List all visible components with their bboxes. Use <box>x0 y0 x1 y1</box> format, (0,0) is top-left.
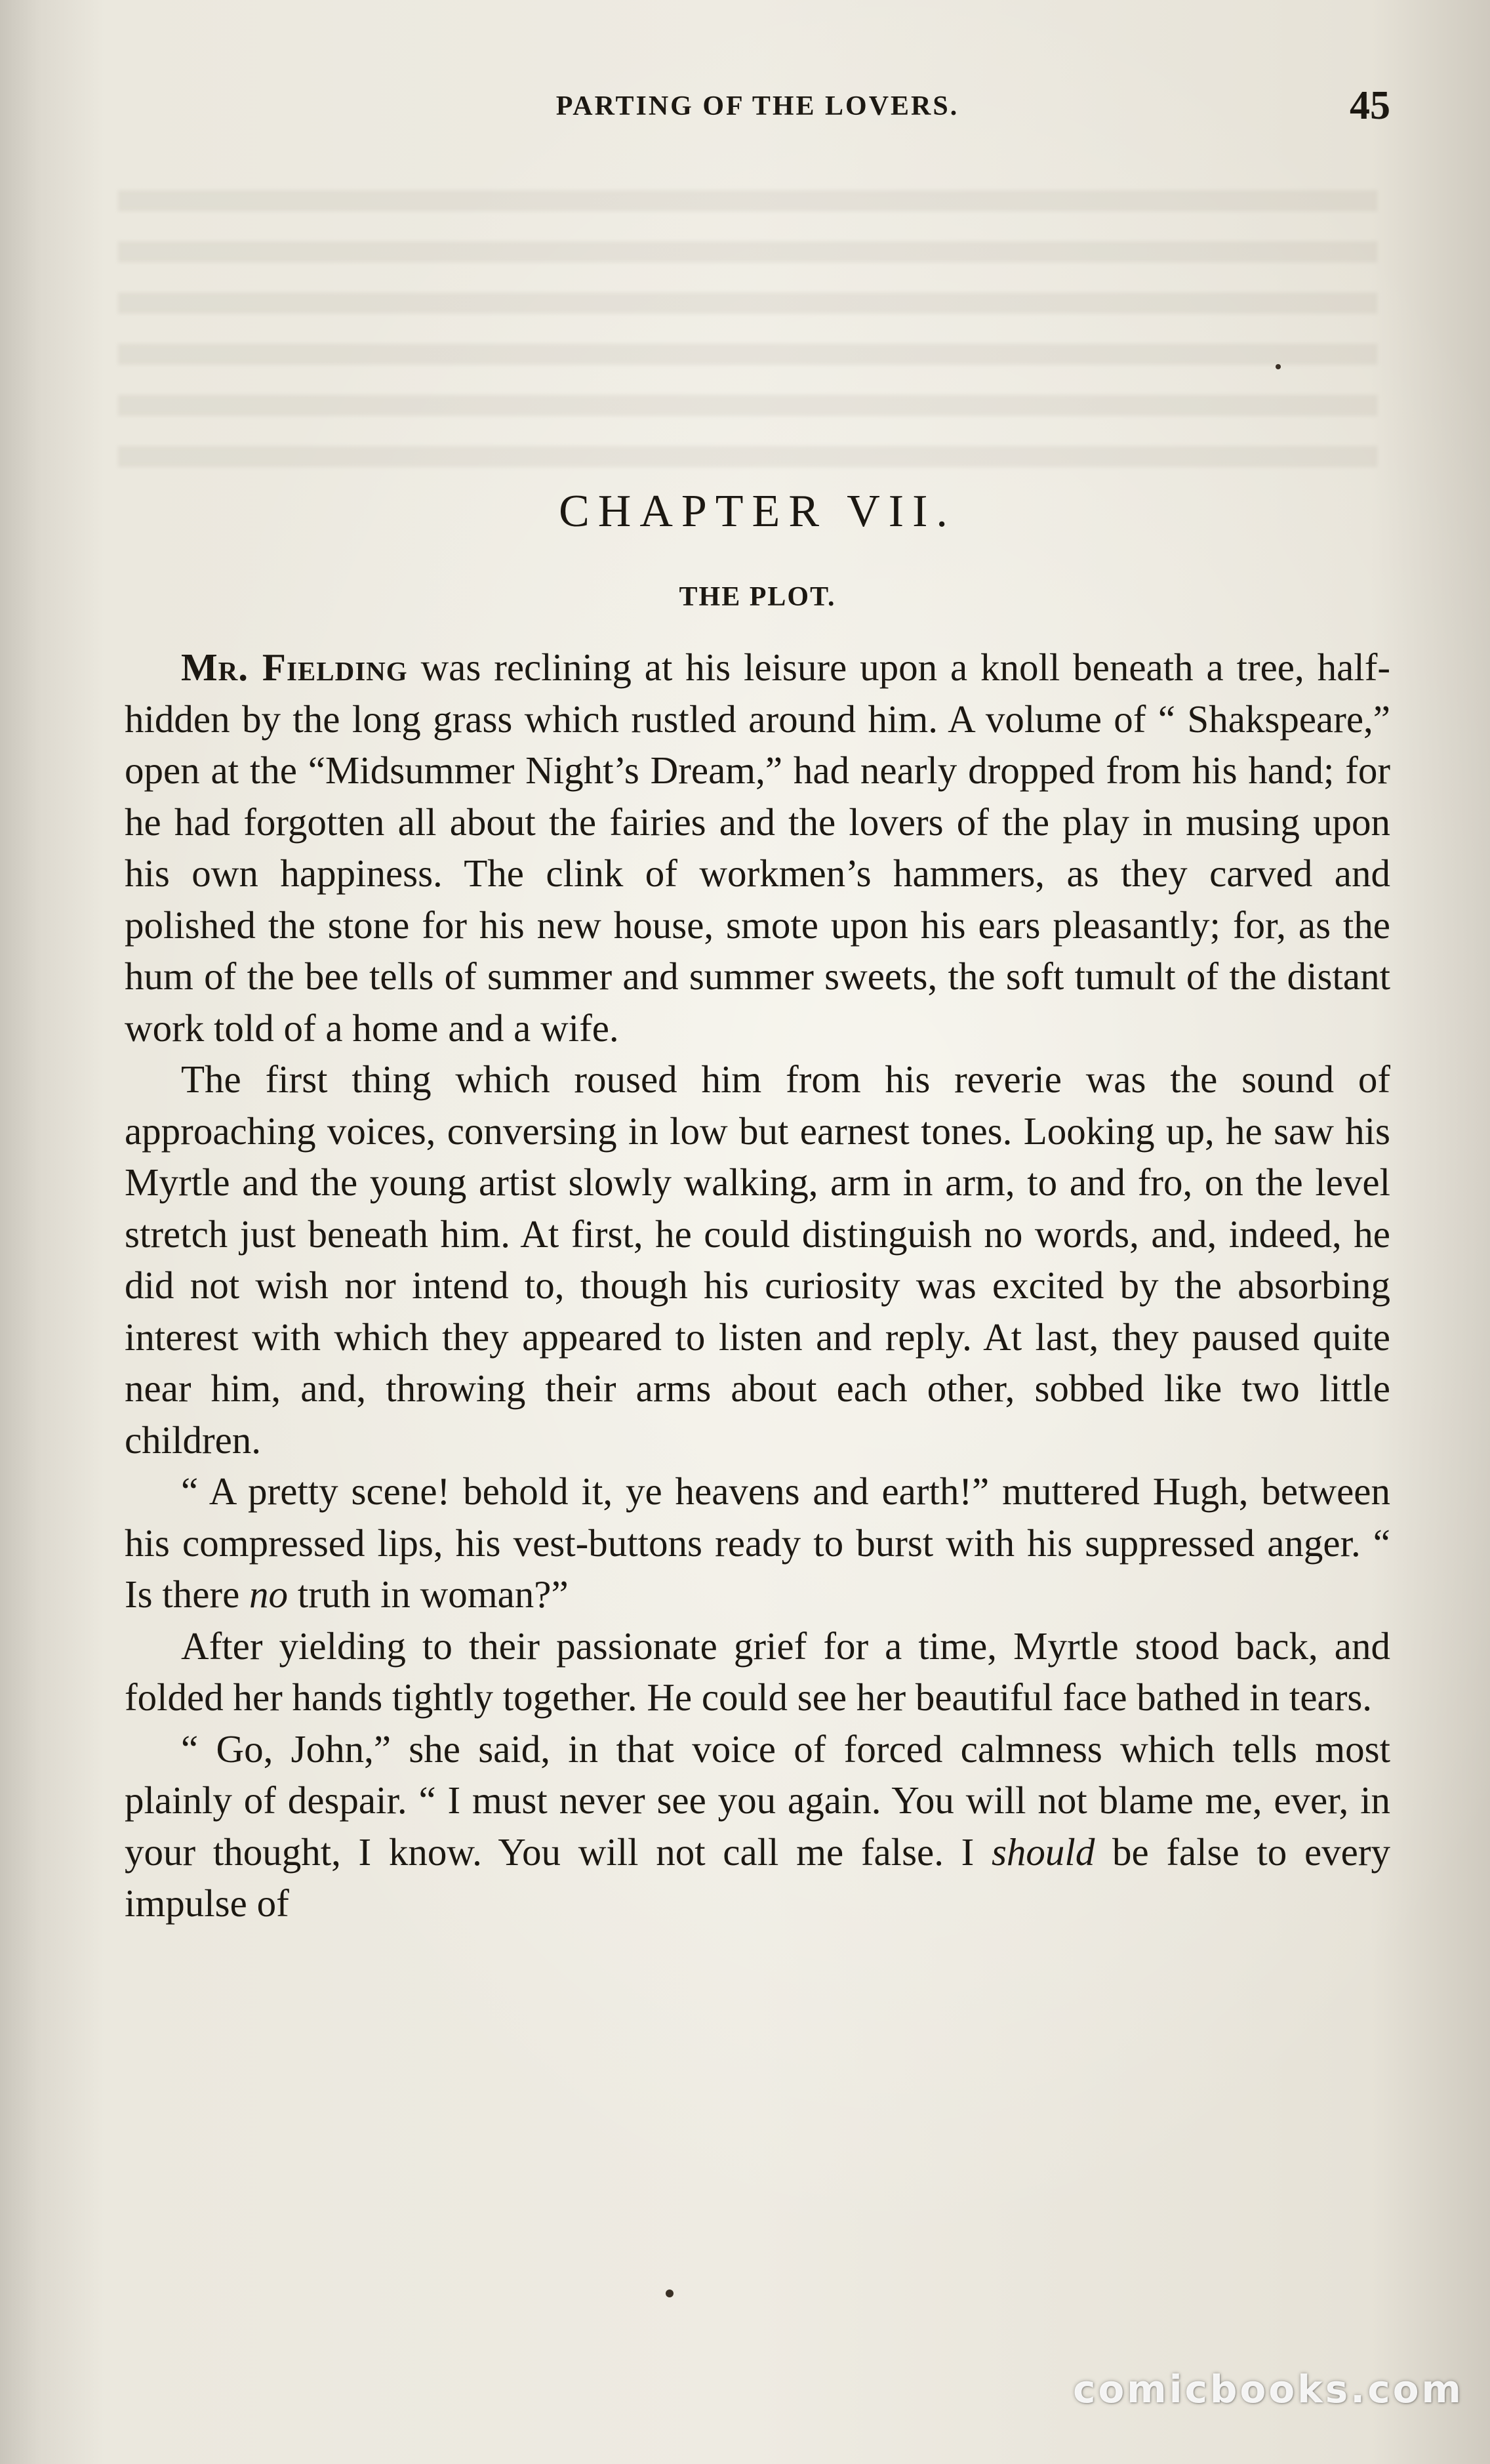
bleed-through-text <box>118 171 1377 479</box>
running-head <box>125 83 1390 128</box>
paragraph-4 <box>125 1620 1390 1723</box>
watermark: comicbooks.com <box>1073 2367 1464 2412</box>
paragraph-5 <box>125 1723 1390 1929</box>
paragraph-text: “ A pretty scene! behold it, ye heavens and earth!” muttered Hugh, between his compressed lips, his vest-buttons ready to burst with his suppressed anger. “ Is there <box>125 1469 1390 1616</box>
chapter-title: CHAPTER VII. <box>559 486 956 537</box>
page-number: 45 <box>1350 83 1390 128</box>
paragraph-text: be false to every impulse of <box>125 1830 1390 1925</box>
body-text <box>125 642 1390 1929</box>
paragraph-3 <box>125 1466 1390 1620</box>
paragraph-text: was reclining at his leisure upon a knoll beneath a tree, half-hidden by the long grass which rustled around him. A volume of “ Shakspeare,” open at the “Midsummer Night’s Dream,” had nearly dropped from his hand; for he had forgotten all about the fairies and the lovers of the play in musing upon his own happiness. The clink of workmen’s hammers, as they carved and polished the stone for his new house, smote upon his ears pleasantly; for, as the hum of the bee tells of summer and summer sweets, the soft tumult of the distant work told of a home and a wife. <box>125 646 1390 1050</box>
paragraph-2 <box>125 1054 1390 1466</box>
paragraph-1 <box>125 642 1390 1054</box>
paragraph-text: The first thing which roused him from his reverie was the sound of approaching voices, conversing in low but earnest tones. Looking up, he saw his Myrtle and the young artist slowly walking, arm in arm, to and fro, on the level stretch just beneath him. At first, he could distinguish no words, and, indeed, he did not wish nor intend to, though his curiosity was excited by the absorbing interest with which they appeared to listen and reply. At last, they paused quite near him, and, throwing their arms about each other, sobbed like two little children. <box>125 1057 1390 1462</box>
ink-speck <box>666 2289 674 2297</box>
paragraph-lead-name: Mr. Fielding <box>181 646 408 689</box>
paragraph-text: “ Go, John,” she said, in that voice of forced calmness which tells most plainly of despair. “ I must never see you again. You will not blame me, ever, in your thought, I know. You will not call me false. I <box>125 1727 1390 1874</box>
paragraph-emphasis: no <box>249 1572 289 1616</box>
ink-speck <box>1276 364 1281 369</box>
paragraph-emphasis: should <box>991 1830 1095 1874</box>
chapter-subtitle: THE PLOT. <box>679 582 836 612</box>
paragraph-text: truth in woman?” <box>288 1572 569 1616</box>
running-title: PARTING OF THE LOVERS. <box>555 91 959 121</box>
paragraph-text: After yielding to their passionate grief for a time, Myrtle stood back, and folded her hands tightly together. He could see her beautiful face bathed in tears. <box>125 1624 1390 1719</box>
